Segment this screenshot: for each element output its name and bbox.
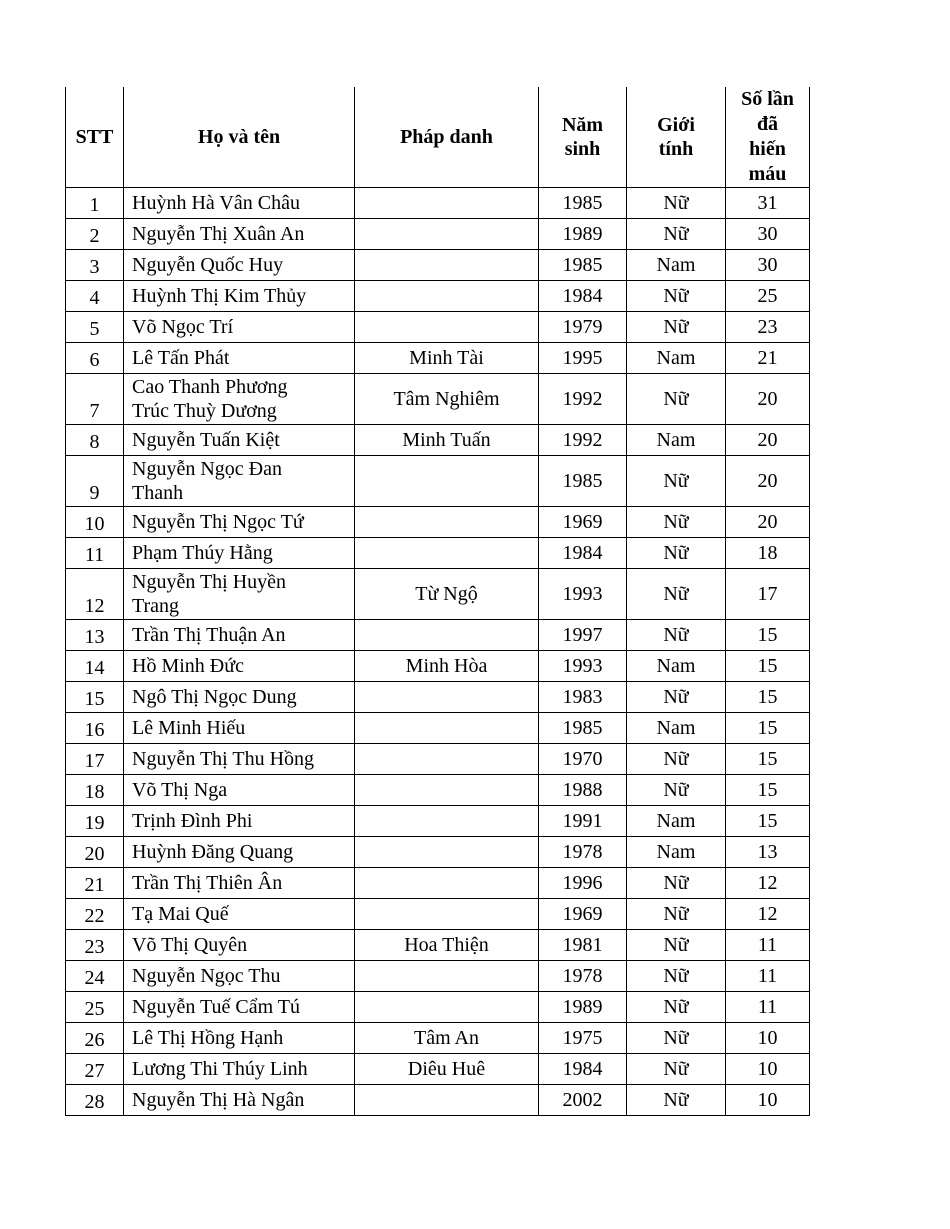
row-birth-year: 1989 (539, 992, 627, 1023)
row-stt: 23 (66, 930, 124, 961)
row-gender: Nữ (627, 281, 726, 312)
row-full-name (124, 569, 355, 620)
row-full-name-line1: Võ Ngọc Trí (132, 316, 234, 338)
row-full-name-line1: Võ Thị Quyên (132, 934, 248, 956)
row-gender: Nữ (627, 992, 726, 1023)
row-donation-count: 18 (726, 538, 810, 569)
row-stt: 14 (66, 651, 124, 682)
table-row (66, 1054, 810, 1085)
table-row (66, 868, 810, 899)
row-donation-count: 11 (726, 930, 810, 961)
row-stt: 15 (66, 682, 124, 713)
row-donation-count: 12 (726, 868, 810, 899)
row-stt: 9 (66, 456, 124, 507)
row-stt: 4 (66, 281, 124, 312)
table-row (66, 682, 810, 713)
row-stt: 6 (66, 343, 124, 374)
row-birth-year: 1984 (539, 281, 627, 312)
table-row (66, 713, 810, 744)
row-stt: 22 (66, 899, 124, 930)
row-gender: Nam (627, 250, 726, 281)
row-full-name-line1: Nguyễn Thị Thu Hồng (132, 748, 315, 770)
row-full-name (124, 425, 355, 456)
row-full-name-line1: Trịnh Đình Phi (132, 810, 253, 832)
row-dharma-name: Từ Ngộ (355, 569, 539, 620)
row-dharma-name (355, 744, 539, 775)
row-full-name (124, 620, 355, 651)
row-stt: 21 (66, 868, 124, 899)
row-stt: 20 (66, 837, 124, 868)
row-gender: Nữ (627, 930, 726, 961)
row-gender: Nữ (627, 507, 726, 538)
row-full-name-line1: Nguyễn Tuế Cẩm Tú (132, 996, 300, 1018)
row-full-name (124, 651, 355, 682)
table-row (66, 1023, 810, 1054)
row-dharma-name (355, 538, 539, 569)
row-full-name (124, 899, 355, 930)
row-birth-year: 1988 (539, 775, 627, 806)
row-gender: Nữ (627, 744, 726, 775)
row-gender: Nữ (627, 1085, 726, 1116)
row-gender: Nữ (627, 312, 726, 343)
row-stt: 26 (66, 1023, 124, 1054)
row-birth-year: 1984 (539, 1054, 627, 1085)
row-full-name (124, 1085, 355, 1116)
row-gender: Nữ (627, 188, 726, 219)
row-dharma-name (355, 1085, 539, 1116)
row-full-name (124, 312, 355, 343)
row-full-name-line1: Nguyễn Ngọc Thu (132, 965, 281, 987)
row-birth-year: 1993 (539, 569, 627, 620)
row-dharma-name: Tâm An (355, 1023, 539, 1054)
row-stt: 16 (66, 713, 124, 744)
row-donation-count: 20 (726, 507, 810, 538)
header-gender-line1: Giới (657, 114, 695, 136)
row-dharma-name (355, 713, 539, 744)
row-birth-year: 1983 (539, 682, 627, 713)
row-stt: 27 (66, 1054, 124, 1085)
row-stt: 1 (66, 188, 124, 219)
row-birth-year: 1985 (539, 456, 627, 507)
row-full-name-line1: Lương Thi Thúy Linh (132, 1058, 308, 1080)
row-full-name-line2: Trang (132, 595, 180, 617)
header-donation-count-line4: máu (748, 163, 787, 185)
row-donation-count: 20 (726, 456, 810, 507)
row-full-name-line1: Nguyễn Thị Xuân An (132, 223, 305, 245)
row-gender: Nữ (627, 569, 726, 620)
table-row (66, 992, 810, 1023)
header-row (66, 87, 810, 188)
row-birth-year: 1992 (539, 374, 627, 425)
table-row (66, 899, 810, 930)
row-full-name (124, 961, 355, 992)
row-full-name-line1: Cao Thanh Phương (132, 376, 288, 398)
row-gender: Nam (627, 343, 726, 374)
row-full-name (124, 1054, 355, 1085)
row-full-name-line1: Nguyễn Tuấn Kiệt (132, 429, 280, 451)
row-full-name-line1: Phạm Thúy Hằng (132, 542, 273, 564)
row-birth-year: 1989 (539, 219, 627, 250)
header-gender-line2: tính (658, 138, 694, 160)
header-donation-count-line3: hiến (749, 138, 786, 160)
row-birth-year: 1993 (539, 651, 627, 682)
row-donation-count: 11 (726, 992, 810, 1023)
row-gender: Nữ (627, 961, 726, 992)
row-birth-year: 1979 (539, 312, 627, 343)
row-donation-count: 25 (726, 281, 810, 312)
row-birth-year: 1969 (539, 507, 627, 538)
table-row (66, 775, 810, 806)
row-full-name (124, 538, 355, 569)
row-birth-year: 1975 (539, 1023, 627, 1054)
row-dharma-name: Minh Tuấn (355, 425, 539, 456)
table-row (66, 425, 810, 456)
row-birth-year: 1978 (539, 837, 627, 868)
header-name: Họ và tên (124, 87, 355, 188)
row-full-name (124, 806, 355, 837)
row-stt: 13 (66, 620, 124, 651)
row-full-name (124, 992, 355, 1023)
row-gender: Nam (627, 713, 726, 744)
row-full-name (124, 281, 355, 312)
row-stt: 24 (66, 961, 124, 992)
row-birth-year: 1997 (539, 620, 627, 651)
row-donation-count: 10 (726, 1054, 810, 1085)
row-full-name (124, 374, 355, 425)
row-full-name-line1: Lê Minh Hiếu (132, 717, 246, 739)
row-gender: Nữ (627, 620, 726, 651)
row-full-name-line2: Thanh (132, 482, 184, 504)
table-body (66, 188, 810, 1116)
row-birth-year: 1981 (539, 930, 627, 961)
table-row (66, 569, 810, 620)
header-birth-year-line1: Năm (561, 114, 604, 136)
row-birth-year: 2002 (539, 1085, 627, 1116)
row-full-name (124, 219, 355, 250)
table-row (66, 744, 810, 775)
row-stt: 11 (66, 538, 124, 569)
row-dharma-name (355, 806, 539, 837)
row-donation-count: 11 (726, 961, 810, 992)
row-dharma-name: Tâm Nghiêm (355, 374, 539, 425)
row-gender: Nữ (627, 1054, 726, 1085)
row-stt: 28 (66, 1085, 124, 1116)
table-row (66, 538, 810, 569)
row-birth-year: 1996 (539, 868, 627, 899)
row-gender: Nữ (627, 775, 726, 806)
row-full-name-line1: Nguyễn Thị Ngọc Tứ (132, 511, 304, 533)
row-full-name-line1: Nguyễn Thị Hà Ngân (132, 1089, 305, 1111)
table-row (66, 456, 810, 507)
header-donation-count-line2: đã (756, 113, 779, 135)
row-donation-count: 15 (726, 775, 810, 806)
row-donation-count: 31 (726, 188, 810, 219)
row-gender: Nữ (627, 899, 726, 930)
row-dharma-name (355, 837, 539, 868)
row-stt: 18 (66, 775, 124, 806)
row-full-name (124, 507, 355, 538)
row-dharma-name (355, 868, 539, 899)
row-donation-count: 30 (726, 250, 810, 281)
row-full-name-line1: Nguyễn Thị Huyền (132, 571, 287, 593)
row-gender: Nữ (627, 456, 726, 507)
row-full-name-line1: Hồ Minh Đức (132, 655, 244, 677)
header-birth-year-line2: sinh (564, 138, 601, 160)
row-birth-year: 1991 (539, 806, 627, 837)
row-donation-count: 15 (726, 651, 810, 682)
row-full-name (124, 713, 355, 744)
row-birth-year: 1995 (539, 343, 627, 374)
row-donation-count: 12 (726, 899, 810, 930)
row-gender: Nữ (627, 1023, 726, 1054)
header-donation-count-line1: Số lần (741, 88, 794, 110)
table-row (66, 620, 810, 651)
row-full-name-line1: Trần Thị Thuận An (132, 624, 286, 646)
row-donation-count: 15 (726, 713, 810, 744)
row-dharma-name (355, 961, 539, 992)
row-birth-year: 1970 (539, 744, 627, 775)
row-full-name-line1: Trần Thị Thiên Ân (132, 872, 283, 894)
row-stt: 12 (66, 569, 124, 620)
row-full-name (124, 930, 355, 961)
row-full-name (124, 250, 355, 281)
row-full-name (124, 1023, 355, 1054)
header-donation-count (726, 87, 810, 188)
row-full-name (124, 744, 355, 775)
table-row (66, 507, 810, 538)
row-birth-year: 1985 (539, 188, 627, 219)
header-gender (627, 87, 726, 188)
row-donation-count: 20 (726, 374, 810, 425)
table-row (66, 188, 810, 219)
table-row (66, 806, 810, 837)
blood-donor-table (65, 87, 810, 1116)
row-donation-count: 10 (726, 1023, 810, 1054)
row-birth-year: 1985 (539, 250, 627, 281)
row-full-name-line1: Võ Thị Nga (132, 779, 228, 801)
row-donation-count: 13 (726, 837, 810, 868)
row-full-name-line1: Lê Thị Hồng Hạnh (132, 1027, 284, 1049)
row-full-name-line1: Tạ Mai Quế (132, 903, 229, 925)
row-birth-year: 1984 (539, 538, 627, 569)
header-dharma-name: Pháp danh (355, 87, 539, 188)
row-birth-year: 1985 (539, 713, 627, 744)
row-donation-count: 17 (726, 569, 810, 620)
row-stt: 10 (66, 507, 124, 538)
row-full-name-line1: Huỳnh Đăng Quang (132, 841, 294, 863)
table-row (66, 651, 810, 682)
row-donation-count: 15 (726, 620, 810, 651)
row-birth-year: 1992 (539, 425, 627, 456)
row-birth-year: 1969 (539, 899, 627, 930)
row-dharma-name (355, 682, 539, 713)
row-stt: 7 (66, 374, 124, 425)
table-row (66, 312, 810, 343)
row-full-name (124, 775, 355, 806)
row-donation-count: 10 (726, 1085, 810, 1116)
row-full-name (124, 837, 355, 868)
row-full-name (124, 868, 355, 899)
row-stt: 5 (66, 312, 124, 343)
row-dharma-name (355, 456, 539, 507)
row-full-name (124, 343, 355, 374)
row-dharma-name (355, 507, 539, 538)
row-full-name (124, 188, 355, 219)
row-dharma-name (355, 281, 539, 312)
row-donation-count: 20 (726, 425, 810, 456)
row-gender: Nam (627, 425, 726, 456)
row-dharma-name (355, 899, 539, 930)
row-full-name-line1: Nguyễn Ngọc Đan (132, 458, 282, 480)
row-full-name-line1: Ngô Thị Ngọc Dung (132, 686, 297, 708)
table-row (66, 374, 810, 425)
row-stt: 8 (66, 425, 124, 456)
row-stt: 3 (66, 250, 124, 281)
row-gender: Nữ (627, 868, 726, 899)
row-dharma-name: Diêu Huê (355, 1054, 539, 1085)
row-stt: 19 (66, 806, 124, 837)
row-dharma-name: Hoa Thiện (355, 930, 539, 961)
table-row (66, 930, 810, 961)
row-dharma-name: Minh Hòa (355, 651, 539, 682)
row-full-name-line1: Huỳnh Thị Kim Thủy (132, 285, 307, 307)
row-dharma-name (355, 992, 539, 1023)
row-dharma-name: Minh Tài (355, 343, 539, 374)
row-donation-count: 30 (726, 219, 810, 250)
row-donation-count: 21 (726, 343, 810, 374)
row-gender: Nữ (627, 219, 726, 250)
row-gender: Nữ (627, 682, 726, 713)
row-full-name-line1: Huỳnh Hà Vân Châu (132, 192, 300, 214)
row-dharma-name (355, 620, 539, 651)
row-full-name (124, 456, 355, 507)
row-donation-count: 23 (726, 312, 810, 343)
row-dharma-name (355, 188, 539, 219)
table-row (66, 1085, 810, 1116)
row-full-name-line1: Nguyễn Quốc Huy (132, 254, 284, 276)
row-dharma-name (355, 219, 539, 250)
header-stt: STT (66, 87, 124, 188)
row-full-name-line2: Trúc Thuỳ Dương (132, 400, 277, 422)
row-gender: Nam (627, 651, 726, 682)
row-gender: Nam (627, 806, 726, 837)
row-full-name-line1: Lê Tấn Phát (132, 347, 230, 369)
row-full-name (124, 682, 355, 713)
table-row (66, 837, 810, 868)
row-gender: Nữ (627, 374, 726, 425)
row-donation-count: 15 (726, 744, 810, 775)
row-dharma-name (355, 312, 539, 343)
row-gender: Nam (627, 837, 726, 868)
table-row (66, 281, 810, 312)
header-birth-year (539, 87, 627, 188)
table-row (66, 343, 810, 374)
row-stt: 17 (66, 744, 124, 775)
row-donation-count: 15 (726, 806, 810, 837)
table-row (66, 250, 810, 281)
row-birth-year: 1978 (539, 961, 627, 992)
table-row (66, 961, 810, 992)
table-row (66, 219, 810, 250)
row-dharma-name (355, 775, 539, 806)
row-donation-count: 15 (726, 682, 810, 713)
row-stt: 25 (66, 992, 124, 1023)
row-gender: Nữ (627, 538, 726, 569)
row-dharma-name (355, 250, 539, 281)
row-stt: 2 (66, 219, 124, 250)
